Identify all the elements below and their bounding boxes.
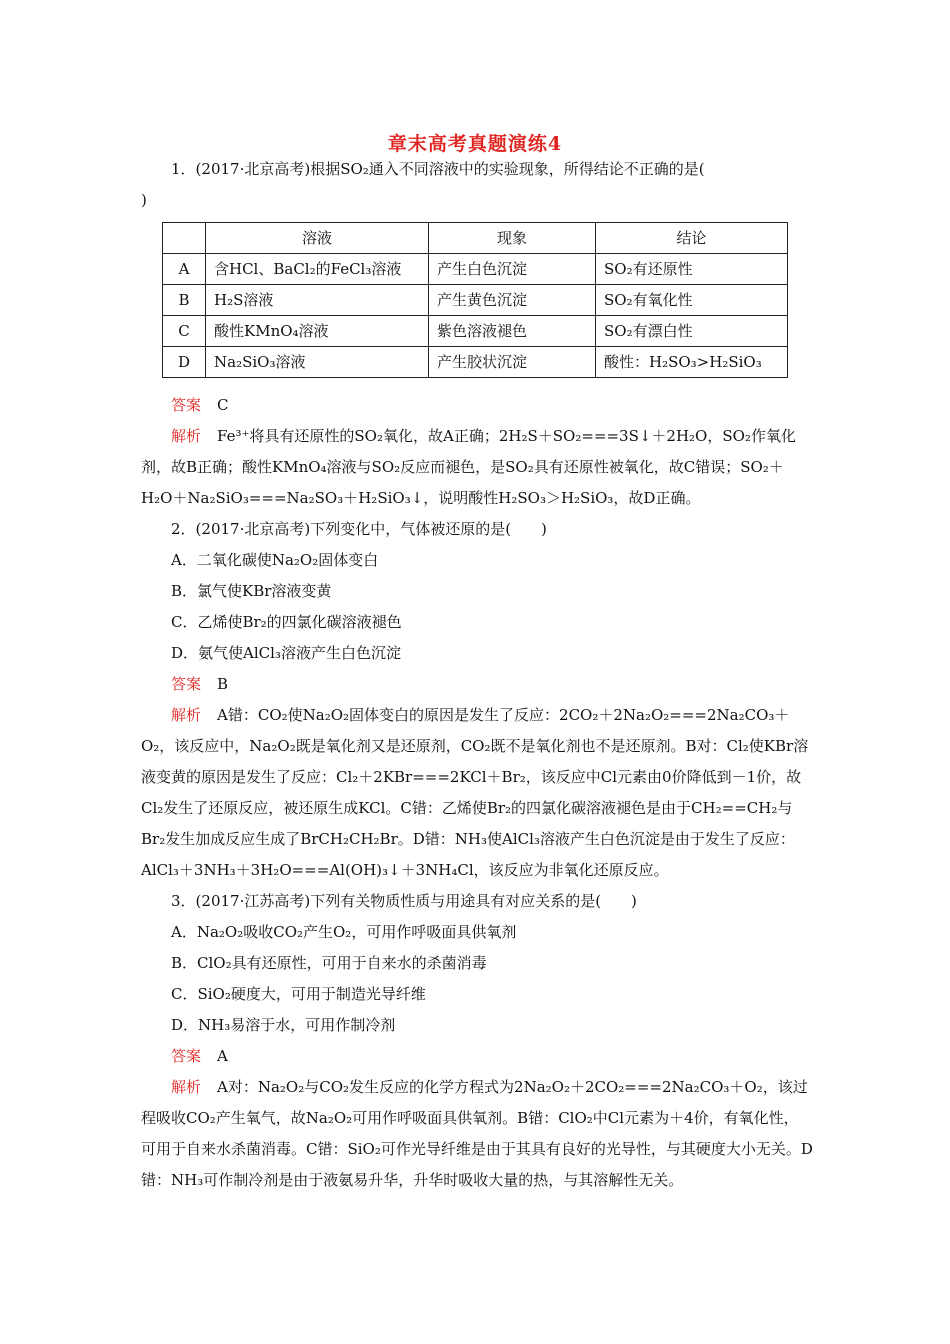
q3-option-a: A．Na₂O₂吸收CO₂产生O₂，可用作呼吸面具供氧剂	[171, 923, 517, 941]
q1-stem-cont: )	[141, 191, 147, 209]
table-cell: SO₂有还原性	[596, 254, 788, 285]
document-body	[141, 154, 813, 1196]
analysis-label: 解析	[171, 1078, 202, 1096]
table-header-cell: 溶液	[206, 223, 429, 254]
q1-answer	[141, 390, 813, 421]
table-cell: 紫色溶液褪色	[429, 316, 596, 347]
analysis-label: 解析	[171, 706, 202, 724]
table-header-row	[163, 223, 788, 254]
table-row	[163, 316, 788, 347]
table-cell: Na₂SiO₃溶液	[206, 347, 429, 378]
analysis-text: A错：CO₂使Na₂O₂固体变白的原因是发生了反应：2CO₂＋2Na₂O₂===2Na₂CO₃＋O₂，该反应中，Na₂O₂既是氧化剂又是还原剂，CO₂既不是氧化剂也不是还原剂。B对：Cl₂使KBr溶液变黄的原因是发生了反应：Cl₂＋2KBr===2KCl＋Br₂，该反应中Cl元素由0价降低到－1价，故Cl₂发生了还原反应，被还原生成KCl。C错：乙烯使Br₂的四氯化碳溶液褪色是由于CH₂==CH₂与Br₂发生加成反应生成了BrCH₂CH₂Br。D错：NH₃使AlCl₃溶液产生白色沉淀是由于发生了反应：AlCl₃＋3NH₃＋3H₂O===Al(OH)₃↓＋3NH₄Cl，该反应为非氧化还原反应。	[141, 706, 809, 879]
table-cell: SO₂有漂白性	[596, 316, 788, 347]
table-row	[163, 347, 788, 378]
table-row	[163, 285, 788, 316]
q2-option-d: D．氨气使AlCl₃溶液产生白色沉淀	[171, 644, 401, 662]
q2-stem: 2．(2017·北京高考)下列变化中，气体被还原的是( )	[171, 520, 547, 538]
table-row	[163, 254, 788, 285]
table-cell: D	[163, 347, 206, 378]
table-header-cell: 结论	[596, 223, 788, 254]
analysis-text: Fe³⁺将具有还原性的SO₂氧化，故A正确；2H₂S＋SO₂===3S↓＋2H₂O，SO₂作氧化剂，故B正确；酸性KMnO₄溶液与SO₂反应而褪色，是SO₂具有还原性被氧化，故C错误；SO₂＋H₂O＋Na₂SiO₃===Na₂SO₃＋H₂SiO₃↓，说明酸性H₂SO₃＞H₂SiO₃，故D正确。	[141, 427, 796, 507]
q3-option-d: D．NH₃易溶于水，可用作制冷剂	[171, 1016, 396, 1034]
table-cell: A	[163, 254, 206, 285]
q3-option-b: B．ClO₂具有还原性，可用于自来水的杀菌消毒	[171, 954, 487, 972]
q3-stem: 3．(2017·江苏高考)下列有关物质性质与用途具有对应关系的是( )	[171, 892, 637, 910]
table-cell: 酸性：H₂SO₃>H₂SiO₃	[596, 347, 788, 378]
q1-stem: 1．(2017·北京高考)根据SO₂通入不同溶液中的实验现象，所得结论不正确的是(	[171, 160, 705, 178]
answer-label: 答案	[171, 675, 202, 693]
answer-value: B	[217, 675, 229, 693]
q2-option-a: A．二氧化碳使Na₂O₂固体变白	[171, 551, 379, 569]
analysis-text: A对：Na₂O₂与CO₂发生反应的化学方程式为2Na₂O₂＋2CO₂===2Na₂CO₃＋O₂，该过程吸收CO₂产生氧气，故Na₂O₂可用作呼吸面具供氧剂。B错：ClO₂中Cl元素为＋4价，有氧化性，可用于自来水杀菌消毒。C错：SiO₂可作光导纤维是由于其具有良好的光导性，与其硬度大小无关。D错：NH₃可作制冷剂是由于液氨易升华，升华时吸收大量的热，与其溶解性无关。	[141, 1078, 813, 1189]
table-header-cell: 现象	[429, 223, 596, 254]
q2-option-c: C．乙烯使Br₂的四氯化碳溶液褪色	[171, 613, 402, 631]
q1-table	[162, 222, 788, 378]
table-cell: C	[163, 316, 206, 347]
q1-analysis	[141, 421, 813, 514]
table-cell: H₂S溶液	[206, 285, 429, 316]
table-cell: 含HCl、BaCl₂的FeCl₃溶液	[206, 254, 429, 285]
q2-option-b: B．氯气使KBr溶液变黄	[171, 582, 332, 600]
answer-label: 答案	[171, 396, 202, 414]
answer-value: C	[217, 396, 229, 414]
analysis-label: 解析	[171, 427, 202, 445]
table-cell: 产生白色沉淀	[429, 254, 596, 285]
table-header-cell	[163, 223, 206, 254]
q3-answer	[141, 1041, 813, 1072]
table-cell: SO₂有氧化性	[596, 285, 788, 316]
answer-label: 答案	[171, 1047, 202, 1065]
table-cell: 酸性KMnO₄溶液	[206, 316, 429, 347]
q2-analysis	[141, 700, 813, 886]
q3-option-c: C．SiO₂硬度大，可用于制造光导纤维	[171, 985, 426, 1003]
page-title: 章末高考真题演练4	[387, 133, 563, 155]
table-cell: B	[163, 285, 206, 316]
table-cell: 产生胶状沉淀	[429, 347, 596, 378]
table-cell: 产生黄色沉淀	[429, 285, 596, 316]
answer-value: A	[217, 1047, 228, 1065]
q3-analysis	[141, 1072, 813, 1196]
q2-answer	[141, 669, 813, 700]
